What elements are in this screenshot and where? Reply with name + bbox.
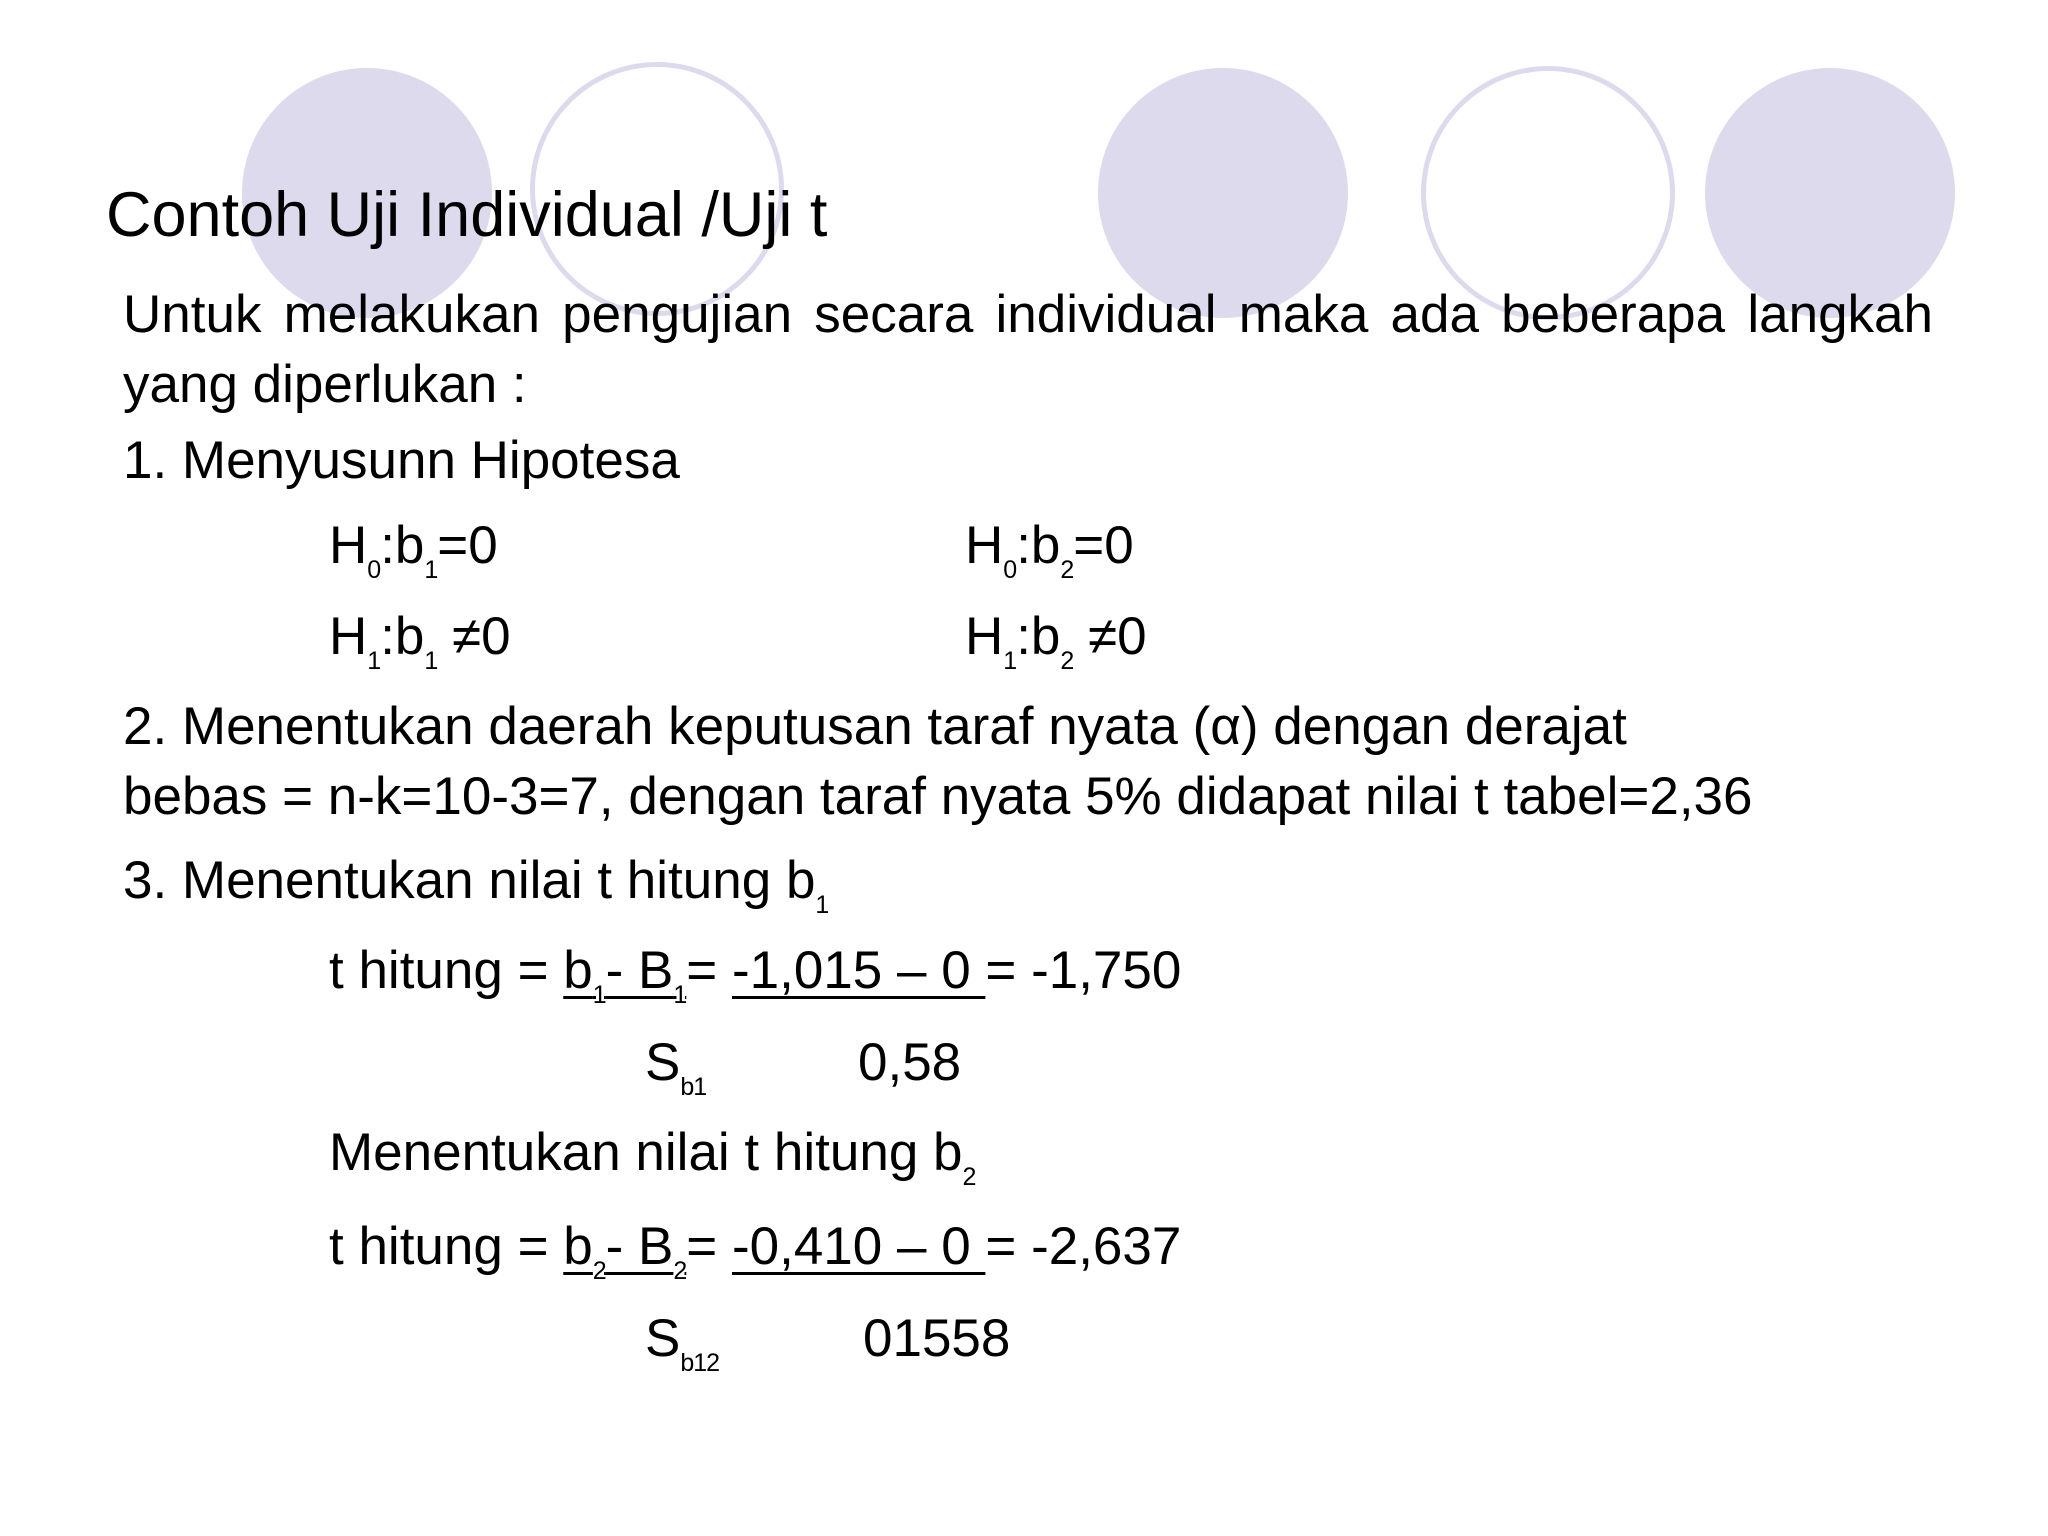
hypothesis-h1-b1: $H_1:b_1 \ne 0$ bbox=[329, 607, 511, 675]
step2-line2: bebas = n-k=10-3=7, dengan taraf nyata 5% didapat nilai t tabel=2,36 bbox=[123, 767, 1753, 826]
step3-label-b2: Menentukan nilai t hitung $b_2$ bbox=[329, 1123, 976, 1191]
hypothesis-h1-b2: $H_1:b_2 \ne 0$ bbox=[965, 607, 1147, 675]
step1-label: 1. Menyusunn Hipotesa bbox=[123, 431, 680, 490]
t-hitung-b1-denominator-symbol: $S_{b1}$ bbox=[645, 1033, 707, 1101]
t-hitung-b2-denominator-value: 01558 bbox=[863, 1309, 1011, 1368]
t-hitung-b2-denominator-symbol: $S_{b12}$ bbox=[645, 1309, 720, 1377]
slide-title: Contoh Uji Individual /Uji t bbox=[106, 180, 828, 250]
intro-paragraph: Untuk melakukan pengujian secara individual maka ada beberapa langkah yang diperlukan : bbox=[123, 285, 1933, 414]
t-hitung-b2-value-numerator: -0,410 – 0 bbox=[731, 1217, 986, 1276]
t-hitung-b1-value-numerator: -1,015 – 0 bbox=[731, 941, 986, 1000]
t-hitung-b1-fraction-numerator: $b_1-$ $B_1$ bbox=[563, 941, 687, 1009]
t-hitung-b1-equation: t hitung = $b_1-$ $B_1= -1,015 - 0 = -1,750$ bbox=[329, 941, 1182, 1009]
step3-label: 3. Menentukan nilai t hitung $b_1$ bbox=[123, 851, 829, 919]
t-hitung-b2-equation: t hitung = $b_2-$ $B_2= -0,410 - 0 = -2,637$ bbox=[329, 1217, 1182, 1285]
hypothesis-h0-b2: $H_0:b_2=0$ bbox=[965, 516, 1134, 584]
t-hitung-b1-denominator-value: 0,58 bbox=[858, 1033, 962, 1092]
hypothesis-h0-b1: $H_0:b_1=0$ bbox=[329, 516, 498, 584]
step2-line1: 2. Menentukan daerah keputusan taraf nyata (α) dengan derajat bbox=[123, 697, 1627, 756]
t-hitung-b2-fraction-numerator: $b_2-$ $B_2$ bbox=[563, 1217, 687, 1285]
